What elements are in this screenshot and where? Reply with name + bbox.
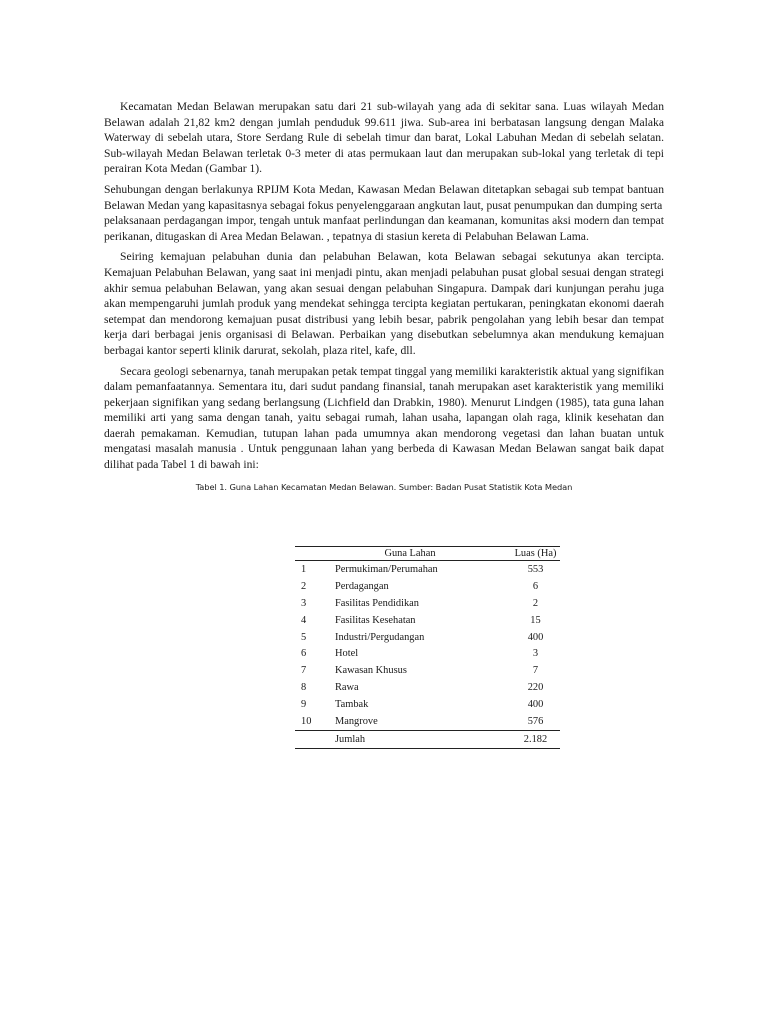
table-row bbox=[295, 662, 560, 679]
row-number: 4 bbox=[301, 614, 307, 626]
row-area: 553 bbox=[527, 563, 544, 575]
total-label: Jumlah bbox=[335, 733, 366, 745]
header-area: Luas (Ha) bbox=[514, 548, 557, 559]
header-number bbox=[295, 547, 335, 561]
row-number: 9 bbox=[301, 699, 307, 711]
total-number bbox=[295, 730, 335, 748]
total-value: 2.182 bbox=[523, 733, 548, 745]
row-land-use: Industri/Pergudangan bbox=[335, 631, 425, 643]
row-number: 5 bbox=[301, 631, 307, 643]
row-land-use: Perdagangan bbox=[335, 580, 389, 592]
document-body bbox=[104, 99, 664, 492]
table-row bbox=[295, 629, 560, 646]
paragraph-3: Seiring kemajuan pelabuhan dunia dan pelabuhan Belawan, kota Belawan sebagai sekutunya akan tercipta. Kemajuan Pelabuhan Belawan, yang saat ini menjadi pintu, akan menjadi pelabuhan pusat global sesuai dengan strategi akhir semua pelabuhan Belawan, yang akan sesuai dengan pelabuhan Singapura. Dampak dari kunjungan perahu juga akan mempengaruhi jumlah produk yang mendekat sehingga tercipta kegiatan pertukaran, peningkatan ekonomi daerah setempat dan mendorong kemajuan pusat distribusi yang lebih besar, pabrik pengolahan yang lebih besar dan tempat kerja dari berbagai jenis organisasi di Belawan. Perbaikan yang disebutkan sebelumnya akan mendukung kemajuan berbagai kantor seperti klinik darurat, sekolah, plaza ritel, kafe, dll. bbox=[104, 250, 664, 357]
row-area: 400 bbox=[527, 699, 544, 711]
row-land-use: Fasilitas Kesehatan bbox=[335, 614, 416, 626]
row-land-use: Tambak bbox=[335, 699, 369, 711]
table-row bbox=[295, 612, 560, 629]
paragraph-1: Kecamatan Medan Belawan merupakan satu dari 21 sub-wilayah yang ada di sekitar sana. Luas wilayah Medan Belawan adalah 21,82 km2 dengan jumlah penduduk 99.611 jiwa. Sub-area ini berbatasan langsung dengan Malaka Waterway di sebelah utara, Store Serdang Rule di sebelah timur dan barat, Lokal Labuhan Medan di sebelah selatan. Sub-wilayah Medan Belawan terletak 0-3 meter di atas permukaan laut dan merupakan sub-lokal yang terletak di tepi perairan Kota Medan (Gambar 1). bbox=[104, 100, 664, 176]
row-area: 400 bbox=[527, 631, 544, 643]
row-area: 576 bbox=[527, 715, 544, 727]
row-area: 2 bbox=[532, 597, 539, 609]
row-land-use: Fasilitas Pendidikan bbox=[335, 597, 419, 609]
row-number: 7 bbox=[301, 665, 307, 677]
paragraph-2: Sehubungan dengan berlakunya RPIJM Kota Medan, Kawasan Medan Belawan ditetapkan sebagai sub tempat bantuan Belawan Medan yang kapasitasnya sebagai fokus penyelenggaraan angkutan laut, pusat penumpukan dan dumping serta bbox=[104, 182, 664, 212]
row-land-use: Hotel bbox=[335, 648, 359, 660]
row-land-use: Kawasan Khusus bbox=[335, 665, 407, 677]
row-number: 10 bbox=[301, 715, 312, 727]
row-number: 1 bbox=[301, 563, 307, 575]
header-land-use: Guna Lahan bbox=[384, 548, 436, 559]
row-area: 220 bbox=[527, 682, 544, 694]
paragraph-4: Secara geologi sebenarnya, tanah merupakan petak tempat tinggal yang memiliki karakteristik aktual yang signifikan dalam pemanfaatannya. Sementara itu, dari sudut pandang finansial, tanah merupakan aset karakteristik yang memiliki pekerjaan signifikan yang sedang berlangsung (Lichfield dan Drabkin, 1980). Menurut Lindgen (1985), tata guna lahan memiliki arti yang sama dengan tanah, yaitu sebagai rumah, lahan usaha, lapangan olah raga, klinik kesehatan dan daerah pemakaman. Kemudian, tutupan lahan pada umumnya akan mendorong vegetasi dan lahan buatan untuk mengatasi masalah manusia . Untuk penggunaan lahan yang berbeda di Kawasan Medan Belawan sangat baik dapat dilihat pada Tabel 1 di bawah ini: bbox=[104, 364, 664, 472]
table-row bbox=[295, 595, 560, 612]
table-row bbox=[295, 713, 560, 730]
row-land-use: Rawa bbox=[335, 682, 359, 694]
row-number: 8 bbox=[301, 682, 307, 694]
table-row bbox=[295, 645, 560, 662]
table-total-row bbox=[295, 730, 560, 748]
row-area: 15 bbox=[530, 614, 541, 626]
table-header-row bbox=[295, 547, 560, 561]
table-body bbox=[295, 561, 560, 731]
table-row bbox=[295, 679, 560, 696]
paragraph-2-continued: pelaksanaan perdagangan impor, tengah untuk manfaat perlindungan dan keamanan, komunitas aksi modern dan tempat perikanan, ditugaskan di Area Medan Belawan. , tepatnya di stasiun kereta di Pelabuhan Belawan Lama. bbox=[104, 214, 664, 243]
row-area: 3 bbox=[532, 648, 539, 660]
row-land-use: Permukiman/Perumahan bbox=[335, 563, 438, 575]
row-number: 2 bbox=[301, 580, 307, 592]
row-number: 6 bbox=[301, 648, 307, 660]
table-row bbox=[295, 561, 560, 578]
land-use-table bbox=[295, 546, 560, 749]
table-caption: Tabel 1. Guna Lahan Kecamatan Medan Belawan. Sumber: Badan Pusat Statistik Kota Medan bbox=[195, 481, 573, 492]
row-area: 7 bbox=[532, 665, 539, 677]
table-row bbox=[295, 578, 560, 595]
table-row bbox=[295, 696, 560, 713]
row-land-use: Mangrove bbox=[335, 715, 378, 727]
row-area: 6 bbox=[532, 580, 539, 592]
row-number: 3 bbox=[301, 597, 307, 609]
